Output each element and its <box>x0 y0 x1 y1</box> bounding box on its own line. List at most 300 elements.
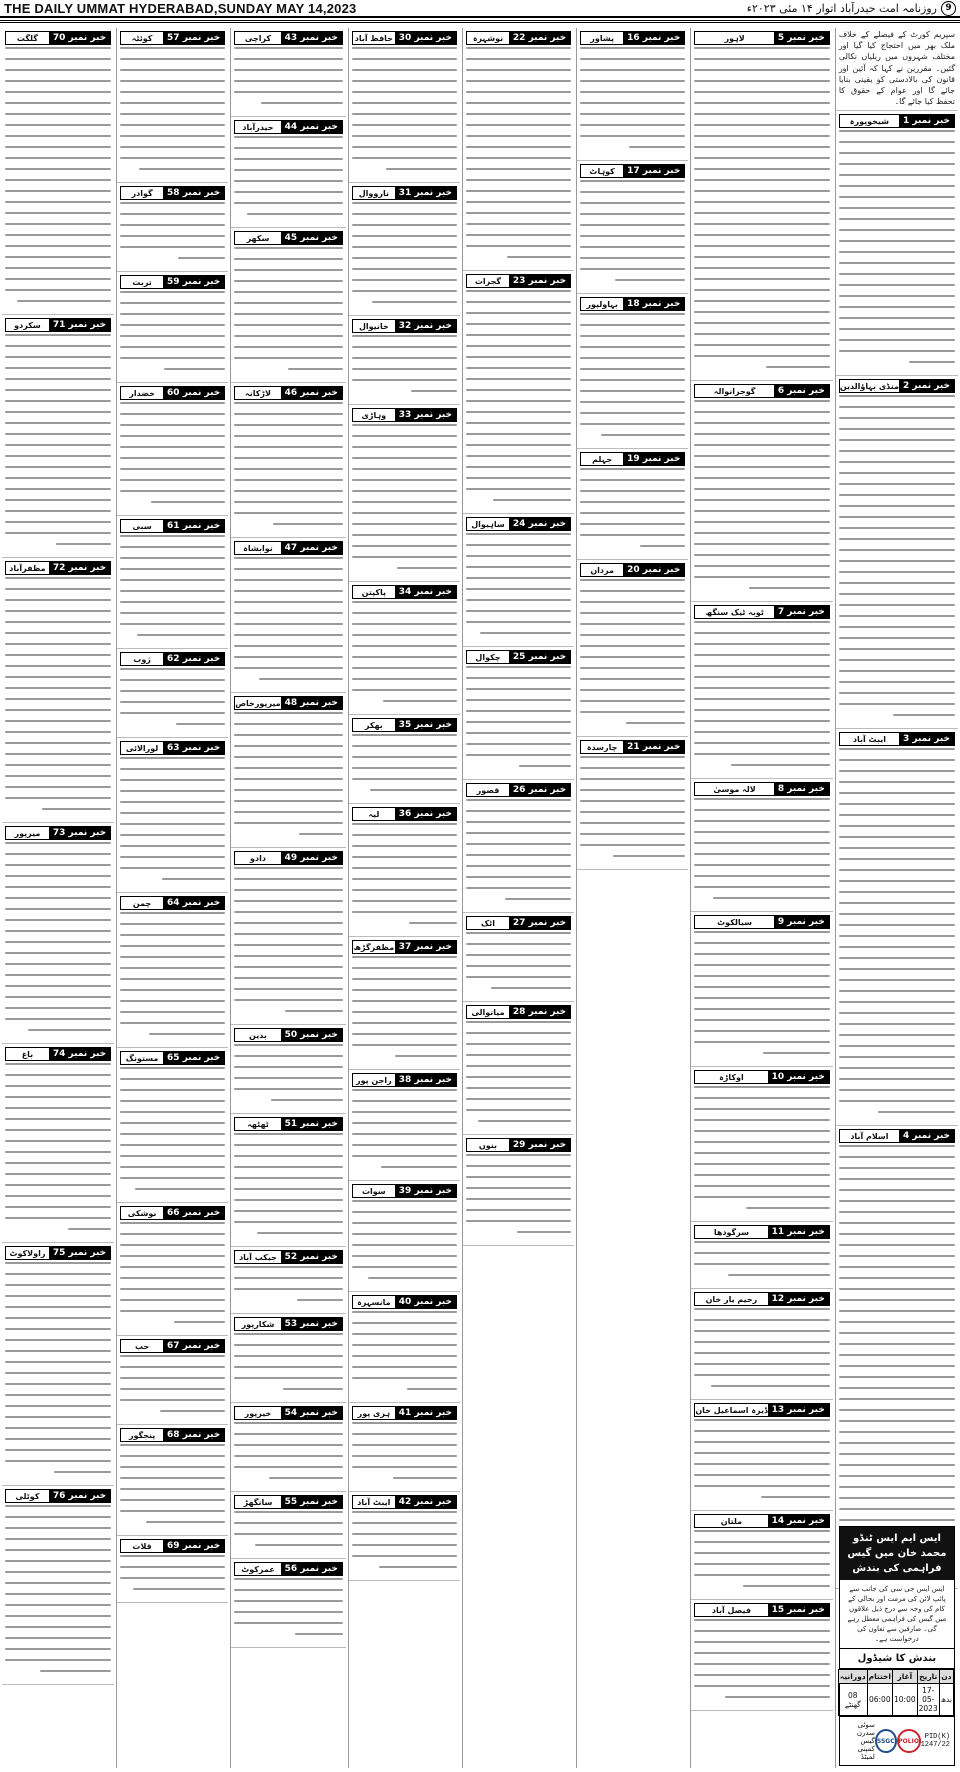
story-dateline: نوابشاہ <box>235 542 280 554</box>
news-story <box>349 804 460 937</box>
story-body <box>120 1444 225 1523</box>
story-dateline: گجرات <box>467 275 509 287</box>
story-number: خبر نمبر 48 <box>281 697 342 709</box>
news-story <box>231 1559 346 1648</box>
news-story <box>577 737 688 870</box>
story-number: خبر نمبر 12 <box>768 1293 829 1305</box>
story-header <box>120 1206 225 1220</box>
news-column <box>576 28 688 1768</box>
story-dateline: لیہ <box>353 808 395 820</box>
story-number: خبر نمبر 9 <box>774 916 829 928</box>
story-dateline: بدین <box>235 1029 280 1041</box>
story-header <box>120 31 225 45</box>
story-body <box>234 1044 343 1101</box>
story-number: خبر نمبر 11 <box>768 1226 829 1238</box>
story-dateline: رحیم یار خان <box>695 1293 767 1305</box>
advert-body: ایس ایس جی سی کی جانب سے پائپ لائن کی مرمت اور بحالی کے کام کی وجہ سے درج ذیل علاقوں میں گیس کی فراہمی معطل رہے گی۔ صارفین سے تعاون کی درخواست ہے۔ <box>847 1585 947 1643</box>
story-number: خبر نمبر 34 <box>395 586 456 598</box>
story-body <box>580 579 685 724</box>
story-header <box>234 31 343 45</box>
story-body <box>694 1241 830 1276</box>
story-number: خبر نمبر 23 <box>509 275 570 287</box>
news-story <box>691 912 833 1067</box>
story-body <box>466 932 571 989</box>
news-story <box>117 183 228 272</box>
story-header <box>839 732 955 746</box>
news-story <box>691 1222 833 1289</box>
story-dateline: وہاڑی <box>353 409 395 421</box>
news-story <box>117 383 228 516</box>
advert-footer <box>840 1716 954 1765</box>
news-column <box>116 28 228 1768</box>
story-header <box>234 1406 343 1420</box>
story-body <box>466 47 571 258</box>
news-story <box>117 1203 228 1336</box>
news-story <box>117 1048 228 1203</box>
story-header <box>694 1603 830 1617</box>
story-number: خبر نمبر 75 <box>49 1247 110 1259</box>
story-dateline: نوشہرہ <box>467 32 509 44</box>
news-story <box>117 649 228 738</box>
story-number: خبر نمبر 71 <box>49 319 110 331</box>
story-header <box>466 916 571 930</box>
story-dateline: کراچی <box>235 32 280 44</box>
story-header <box>234 851 343 865</box>
story-body <box>120 402 225 503</box>
news-story <box>691 1289 833 1400</box>
story-number: خبر نمبر 39 <box>395 1185 456 1197</box>
story-body <box>352 734 457 791</box>
story-header <box>120 652 225 666</box>
news-story <box>463 913 574 1002</box>
story-dateline: چکوال <box>467 651 509 663</box>
story-body <box>352 1311 457 1390</box>
story-dateline: جیکب آباد <box>235 1251 280 1263</box>
story-number: خبر نمبر 32 <box>395 320 456 332</box>
story-header <box>694 1070 830 1084</box>
story-number: خبر نمبر 73 <box>49 827 110 839</box>
story-header <box>120 275 225 289</box>
story-dateline: اٹک <box>467 917 509 929</box>
news-story <box>836 1126 958 1589</box>
story-body <box>234 1422 343 1479</box>
story-header <box>234 1117 343 1131</box>
news-story <box>2 823 114 1044</box>
story-body <box>839 130 955 363</box>
story-number: خبر نمبر 45 <box>281 232 342 244</box>
story-body <box>234 867 343 1012</box>
story-header <box>694 384 830 398</box>
story-number: خبر نمبر 57 <box>163 32 224 44</box>
story-body <box>120 1555 225 1590</box>
story-dateline: راجن پور <box>353 1074 395 1086</box>
news-story <box>691 779 833 912</box>
news-story <box>349 937 460 1070</box>
gas-suspension-advert <box>839 1526 955 1766</box>
story-dateline: سرگودھا <box>695 1226 767 1238</box>
news-story <box>349 1492 460 1581</box>
schedule-header: تاریخ <box>917 1670 939 1684</box>
story-number: خبر نمبر 15 <box>768 1604 829 1616</box>
story-header <box>466 517 571 531</box>
story-body <box>694 47 830 368</box>
story-header <box>839 379 955 393</box>
news-story <box>836 111 958 376</box>
story-body <box>352 424 457 569</box>
story-number: خبر نمبر 74 <box>49 1048 110 1060</box>
story-number: خبر نمبر 20 <box>623 564 684 576</box>
schedule-header: آغاز <box>893 1670 918 1684</box>
story-header <box>352 319 457 333</box>
story-body <box>580 47 685 148</box>
news-story <box>2 1243 114 1486</box>
news-column <box>835 28 958 1768</box>
story-body <box>694 1308 830 1387</box>
story-body <box>694 1619 830 1698</box>
story-header <box>694 1292 830 1306</box>
story-number: خبر نمبر 25 <box>509 651 570 663</box>
news-story <box>349 1181 460 1292</box>
story-header <box>120 1428 225 1442</box>
news-story <box>231 1247 346 1314</box>
story-dateline: سیالکوٹ <box>695 916 774 928</box>
story-body <box>234 1511 343 1546</box>
schedule-table <box>838 1669 954 1716</box>
story-body <box>466 799 571 900</box>
story-number: خبر نمبر 19 <box>623 453 684 465</box>
story-number: خبر نمبر 42 <box>395 1496 456 1508</box>
story-dateline: مظفرگڑھ <box>353 942 395 952</box>
story-number: خبر نمبر 76 <box>49 1490 110 1502</box>
news-column <box>690 28 833 1768</box>
story-number: خبر نمبر 63 <box>163 742 224 754</box>
schedule-cell: 17-05-2023 <box>917 1684 939 1716</box>
news-story <box>2 28 114 315</box>
news-story <box>231 538 346 693</box>
story-dateline: مردان <box>581 564 623 576</box>
story-dateline: ایبٹ آباد <box>353 1496 395 1508</box>
story-body <box>120 535 225 636</box>
news-story <box>691 381 833 602</box>
story-body <box>352 956 457 1057</box>
story-header <box>839 1129 955 1143</box>
story-number: خبر نمبر 16 <box>623 32 684 44</box>
story-header <box>5 1246 111 1260</box>
news-story <box>117 738 228 893</box>
story-dateline: بہاولپور <box>581 298 623 310</box>
story-header <box>580 452 685 466</box>
story-header <box>120 1539 225 1553</box>
story-dateline: گوادر <box>121 187 163 199</box>
story-body <box>352 823 457 924</box>
news-story <box>349 1292 460 1403</box>
story-body <box>234 712 343 835</box>
masthead <box>0 0 960 18</box>
story-header <box>234 541 343 555</box>
story-body <box>352 1511 457 1568</box>
story-header <box>694 31 830 45</box>
story-body <box>466 533 571 634</box>
story-number: خبر نمبر 70 <box>49 32 110 44</box>
news-story <box>2 1044 114 1243</box>
news-columns <box>2 28 958 1768</box>
story-body <box>234 1133 343 1234</box>
story-header <box>352 186 457 200</box>
news-story <box>231 1403 346 1492</box>
story-number: خبر نمبر 62 <box>163 653 224 665</box>
story-header <box>5 1489 111 1503</box>
story-body <box>5 1505 111 1672</box>
story-number: خبر نمبر 61 <box>163 520 224 532</box>
story-body <box>120 291 225 370</box>
story-body <box>694 1530 830 1587</box>
story-body <box>352 202 457 303</box>
story-body <box>120 202 225 259</box>
story-header <box>352 31 457 45</box>
story-number: خبر نمبر 38 <box>395 1074 456 1086</box>
story-dateline: قصور <box>467 784 509 796</box>
story-header <box>5 826 111 840</box>
story-header <box>839 114 955 128</box>
story-dateline: فیصل آباد <box>695 1604 767 1616</box>
story-header <box>234 1028 343 1042</box>
story-header <box>580 164 685 178</box>
masthead-title-en: THE DAILY UMMAT HYDERABAD,SUNDAY MAY 14,2023 <box>4 0 357 16</box>
story-body <box>839 395 955 716</box>
story-dateline: شیخوپورہ <box>840 115 899 127</box>
story-header <box>352 1073 457 1087</box>
story-dateline: سانگھڑ <box>235 1496 280 1508</box>
story-dateline: پنجگور <box>121 1429 163 1441</box>
news-story <box>231 693 346 848</box>
polio-logo-icon: POLIO <box>897 1729 921 1753</box>
story-header <box>694 1225 830 1239</box>
story-dateline: کوہاٹ <box>581 165 623 177</box>
story-body <box>580 468 685 547</box>
story-header <box>352 1495 457 1509</box>
news-story <box>117 1336 228 1425</box>
story-body <box>234 1578 343 1635</box>
news-story <box>349 316 460 405</box>
story-body <box>839 748 955 1113</box>
news-story <box>691 1400 833 1511</box>
story-header <box>694 915 830 929</box>
story-header <box>694 1403 830 1417</box>
story-dateline: تربت <box>121 276 163 288</box>
story-number: خبر نمبر 52 <box>281 1251 342 1263</box>
news-story <box>463 780 574 913</box>
story-header <box>234 1250 343 1264</box>
lede-story <box>836 28 958 111</box>
story-body <box>234 247 343 370</box>
story-dateline: چمن <box>121 897 163 909</box>
story-header <box>352 1406 457 1420</box>
story-number: خبر نمبر 24 <box>509 518 570 530</box>
story-dateline: اسلام آباد <box>840 1130 899 1142</box>
news-story <box>691 1067 833 1222</box>
story-header <box>5 318 111 332</box>
story-number: خبر نمبر 28 <box>509 1006 570 1018</box>
news-story <box>231 848 346 1025</box>
story-body <box>352 1200 457 1279</box>
story-body <box>694 931 830 1054</box>
story-dateline: میرپورخاص <box>235 698 281 708</box>
story-body <box>466 666 571 767</box>
story-dateline: پشاور <box>581 32 623 44</box>
news-story <box>577 294 688 449</box>
story-body <box>352 335 457 392</box>
news-story <box>231 1314 346 1403</box>
story-dateline: لاڑکانہ <box>235 387 280 399</box>
story-number: خبر نمبر 41 <box>395 1407 456 1419</box>
story-header <box>120 741 225 755</box>
story-header <box>352 408 457 422</box>
story-header <box>120 519 225 533</box>
story-number: خبر نمبر 14 <box>768 1515 829 1527</box>
story-dateline: راولاکوٹ <box>6 1247 49 1259</box>
story-body <box>234 402 343 525</box>
story-dateline: باغ <box>6 1048 49 1060</box>
news-story <box>463 28 574 271</box>
story-body <box>580 313 685 436</box>
story-number: خبر نمبر 67 <box>163 1340 224 1352</box>
story-header <box>120 1339 225 1353</box>
story-dateline: لورالائی <box>121 742 163 754</box>
story-body <box>352 601 457 702</box>
story-dateline: حافظ آباد <box>354 33 393 43</box>
story-number: خبر نمبر 2 <box>899 380 954 392</box>
news-story <box>463 647 574 780</box>
story-body <box>839 1145 955 1576</box>
story-body <box>120 668 225 725</box>
story-dateline: کوٹلی <box>6 1490 49 1502</box>
news-story <box>349 1403 460 1492</box>
story-dateline: خضدار <box>121 387 163 399</box>
story-dateline: کوئٹہ <box>121 32 163 44</box>
story-number: خبر نمبر 18 <box>623 298 684 310</box>
story-number: خبر نمبر 13 <box>768 1404 829 1416</box>
story-dateline: نوشکی <box>121 1207 163 1219</box>
story-number: خبر نمبر 66 <box>163 1207 224 1219</box>
story-header <box>234 120 343 134</box>
story-body <box>120 47 225 170</box>
news-story <box>2 315 114 558</box>
story-number: خبر نمبر 54 <box>281 1407 342 1419</box>
news-story <box>117 272 228 383</box>
story-number: خبر نمبر 64 <box>163 897 224 909</box>
advert-title: ایس ایم ایس ٹنڈو محمد خان میں گیس فراہمی کی بندش <box>840 1527 954 1580</box>
story-number: خبر نمبر 55 <box>281 1496 342 1508</box>
story-number: خبر نمبر 40 <box>395 1296 456 1308</box>
story-header <box>234 231 343 245</box>
story-dateline: شکارپور <box>235 1318 280 1330</box>
news-story <box>349 1070 460 1181</box>
story-number: خبر نمبر 37 <box>395 941 456 953</box>
story-dateline: لاہور <box>695 32 774 44</box>
story-number: خبر نمبر 65 <box>163 1052 224 1064</box>
story-header <box>580 563 685 577</box>
schedule-cell: 06:00 <box>867 1684 892 1716</box>
story-dateline: سکھر <box>235 232 280 244</box>
story-dateline: سبی <box>121 520 163 532</box>
page-number: 9 <box>941 1 956 16</box>
story-number: خبر نمبر 5 <box>774 32 829 44</box>
schedule-cell: 08 گھنٹے <box>838 1684 867 1716</box>
news-story <box>463 514 574 647</box>
news-story <box>691 602 833 779</box>
story-number: خبر نمبر 35 <box>395 719 456 731</box>
story-header <box>352 585 457 599</box>
masthead-rule <box>0 20 960 23</box>
news-story <box>231 1492 346 1559</box>
schedule-header: دن <box>939 1670 953 1684</box>
story-header <box>120 896 225 910</box>
advert-code: PID(K) 1247/22 <box>920 1733 950 1749</box>
story-number: خبر نمبر 31 <box>395 187 456 199</box>
story-body <box>120 1222 225 1323</box>
story-number: خبر نمبر 51 <box>281 1118 342 1130</box>
story-header <box>120 186 225 200</box>
story-number: خبر نمبر 6 <box>774 385 829 397</box>
story-dateline: قلات <box>121 1540 163 1552</box>
story-body <box>694 1086 830 1209</box>
story-dateline: اوکاڑہ <box>695 1071 767 1083</box>
masthead-title-ur <box>747 1 956 16</box>
story-body <box>5 47 111 302</box>
news-story <box>349 183 460 316</box>
story-number: خبر نمبر 60 <box>163 387 224 399</box>
story-dateline: مظفرآباد <box>6 562 49 574</box>
story-header <box>466 650 571 664</box>
story-number: خبر نمبر 30 <box>395 32 456 44</box>
story-header <box>352 1295 457 1309</box>
story-number: خبر نمبر 44 <box>281 121 342 133</box>
news-story <box>577 161 688 294</box>
story-body <box>694 1419 830 1498</box>
story-dateline: بھکر <box>353 719 395 731</box>
story-number: خبر نمبر 4 <box>899 1130 954 1142</box>
news-story <box>231 117 346 228</box>
story-body <box>466 290 571 501</box>
story-number: خبر نمبر 21 <box>623 741 684 753</box>
story-dateline: حیدرآباد <box>235 121 280 133</box>
story-dateline: سوات <box>353 1185 395 1197</box>
story-number: خبر نمبر 47 <box>281 542 342 554</box>
news-column <box>2 28 114 1768</box>
news-story <box>836 376 958 729</box>
story-body <box>352 47 457 170</box>
story-body <box>694 400 830 589</box>
news-story <box>463 1002 574 1135</box>
news-story <box>117 893 228 1048</box>
story-header <box>466 1005 571 1019</box>
advert-company: سوئی سدرن گیس کمپنی لمیٹڈ <box>856 1721 875 1761</box>
story-dateline: میانوالی <box>467 1006 509 1018</box>
news-story <box>231 383 346 538</box>
story-dateline: گوجرانوالہ <box>695 385 774 397</box>
news-story <box>2 1486 114 1685</box>
story-number: خبر نمبر 56 <box>281 1563 342 1575</box>
story-number: خبر نمبر 8 <box>774 783 829 795</box>
story-body <box>580 180 685 281</box>
story-header <box>694 782 830 796</box>
story-number: خبر نمبر 1 <box>899 115 954 127</box>
story-header <box>466 274 571 288</box>
schedule-header-row <box>838 1670 953 1684</box>
story-header <box>580 31 685 45</box>
story-body <box>234 557 343 680</box>
story-number: خبر نمبر 36 <box>395 808 456 820</box>
